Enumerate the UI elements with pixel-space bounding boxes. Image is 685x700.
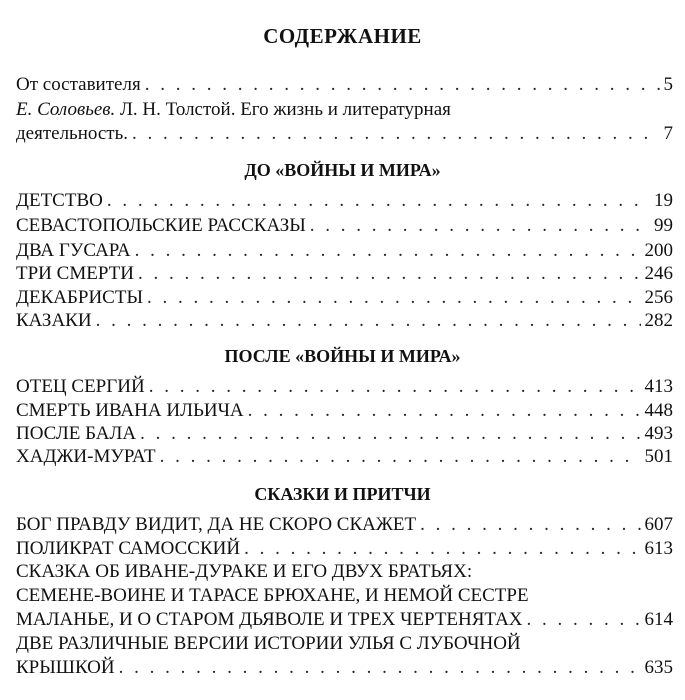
section-heading: ПОСЛЕ «ВОЙНЫ И МИРА» — [224, 346, 461, 366]
toc-entry[interactable] — [16, 422, 673, 446]
entry-page: 614 — [644, 609, 673, 630]
dot-leader — [149, 375, 641, 399]
entry-title: ПОЛИКРАТ САМОССКИЙ — [16, 538, 241, 559]
entry-page: 99 — [654, 215, 673, 236]
dot-leader — [119, 656, 641, 680]
toc-entry[interactable] — [16, 537, 673, 561]
entry-page: 19 — [654, 190, 673, 211]
section-heading: СКАЗКИ И ПРИТЧИ — [254, 484, 431, 504]
toc-entry[interactable] — [16, 309, 673, 333]
toc-entry[interactable] — [16, 214, 673, 238]
entry-title: ПОСЛЕ БАЛА — [16, 423, 137, 444]
toc-entry[interactable] — [16, 399, 673, 423]
entry-page: 200 — [644, 240, 673, 261]
entry-title: ДВА ГУСАРА — [16, 240, 131, 261]
toc-entry[interactable] — [16, 189, 673, 213]
dot-leader — [107, 189, 650, 213]
entry-page: 282 — [644, 310, 673, 331]
entry-page: 7 — [663, 123, 673, 144]
entry-title: ОТЕЦ СЕРГИЙ — [16, 376, 145, 397]
entry-page: 493 — [644, 423, 673, 444]
page-title: СОДЕРЖАНИЕ — [263, 24, 422, 48]
entry-line: СКАЗКА ОБ ИВАНЕ-ДУРАКЕ И ЕГО ДВУХ БРАТЬЯХ: — [16, 561, 473, 582]
entry-title: ДЕКАБРИСТЫ — [16, 287, 144, 308]
entry-title: деятельность. — [16, 123, 129, 144]
entry-title: От составителя — [16, 74, 141, 95]
entry-line: ДВЕ РАЗЛИЧНЫЕ ВЕРСИИ ИСТОРИИ УЛЬЯ С ЛУБОЧНОЙ — [16, 633, 521, 654]
toc-entry-biography[interactable] — [16, 98, 673, 146]
entry-line — [16, 122, 673, 146]
entry-title: ТРИ СМЕРТИ — [16, 263, 134, 284]
dot-leader — [244, 537, 640, 561]
dot-leader — [147, 286, 640, 310]
dot-leader — [248, 399, 641, 423]
entry-page: 256 — [644, 287, 673, 308]
dot-leader — [140, 422, 640, 446]
entry-page: 5 — [663, 74, 673, 95]
dot-leader — [310, 214, 650, 238]
entry-page: 607 — [644, 514, 673, 535]
entry-title: СЕВАСТОПОЛЬСКИЕ РАССКАЗЫ — [16, 215, 306, 236]
entry-line — [16, 608, 673, 632]
dot-leader — [135, 239, 641, 263]
entry-author: Е. Соловьев. — [16, 99, 116, 120]
entry-page: 448 — [644, 400, 673, 421]
entry-page: 246 — [644, 263, 673, 284]
entry-title: Л. Н. Толстой. Его жизнь и литературная — [115, 99, 451, 120]
toc-entry[interactable] — [16, 560, 673, 632]
entry-line: СЕМЕНЕ-ВОИНЕ И ТАРАСЕ БРЮХАНЕ, И НЕМОЙ СЕСТРЕ — [16, 585, 529, 606]
toc-entry[interactable] — [16, 375, 673, 399]
dot-leader — [160, 445, 641, 469]
dot-leader — [138, 262, 641, 286]
entry-title: БОГ ПРАВДУ ВИДИТ, ДА НЕ СКОРО СКАЖЕТ — [16, 514, 417, 535]
section-heading: ДО «ВОЙНЫ И МИРА» — [244, 160, 441, 180]
entry-title: МАЛАНЬЕ, И О СТАРОМ ДЬЯВОЛЕ И ТРЕХ ЧЕРТЕНЯТАХ — [16, 609, 523, 630]
dot-leader — [96, 309, 641, 333]
dot-leader — [145, 73, 660, 97]
toc-entry[interactable] — [16, 239, 673, 263]
toc-entry-compiler-note[interactable] — [16, 73, 673, 97]
dot-leader — [420, 513, 640, 537]
toc-entry[interactable] — [16, 513, 673, 537]
entry-line — [16, 656, 673, 680]
entry-title: ХАДЖИ-МУРАТ — [16, 446, 156, 467]
entry-title: СМЕРТЬ ИВАНА ИЛЬИЧА — [16, 400, 244, 421]
entry-page: 635 — [644, 657, 673, 678]
toc-entry[interactable] — [16, 262, 673, 286]
toc-entry[interactable] — [16, 632, 673, 680]
entry-page: 501 — [644, 446, 673, 467]
entry-page: 413 — [644, 376, 673, 397]
dot-leader — [527, 608, 641, 632]
entry-line — [16, 98, 673, 122]
entry-page: 613 — [644, 538, 673, 559]
entry-title: КАЗАКИ — [16, 310, 92, 331]
toc-entry[interactable] — [16, 286, 673, 310]
entry-title: КРЫШКОЙ — [16, 657, 115, 678]
dot-leader — [132, 122, 659, 146]
entry-title: ДЕТСТВО — [16, 190, 103, 211]
toc-entry[interactable] — [16, 445, 673, 469]
